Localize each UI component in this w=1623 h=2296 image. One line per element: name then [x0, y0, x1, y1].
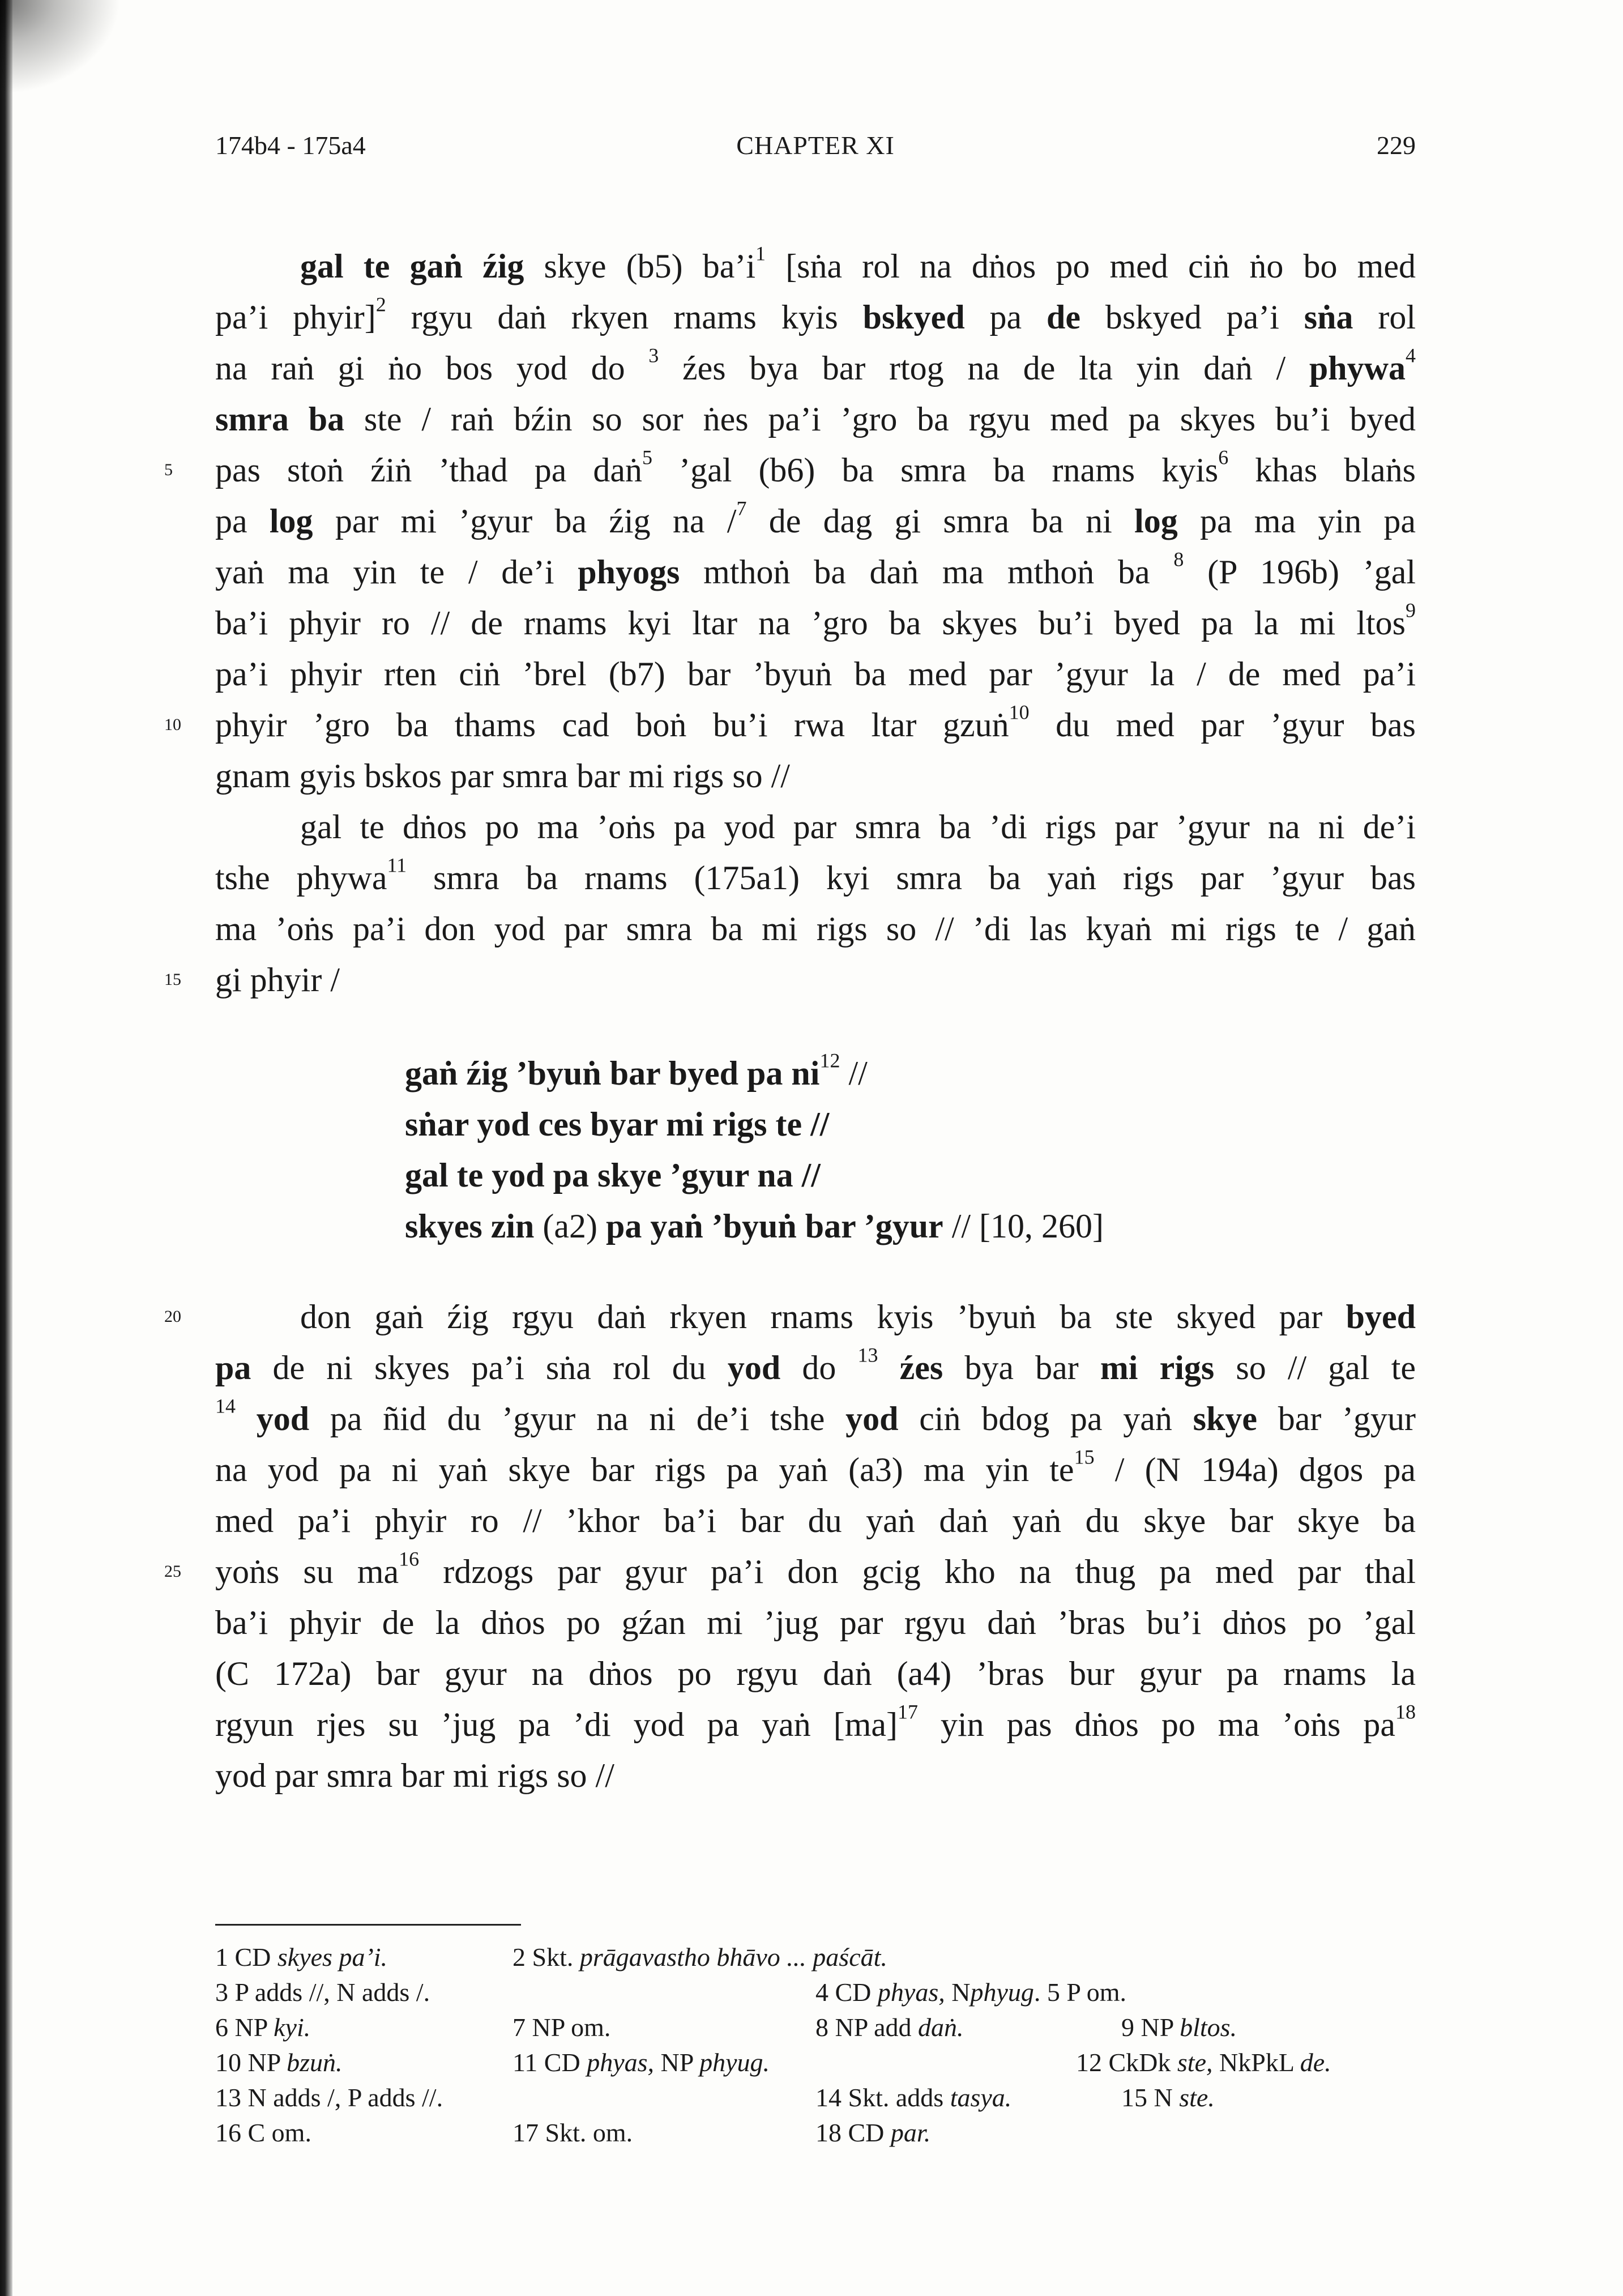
line-number: 5: [164, 460, 173, 479]
footnote: 18 CD par.: [815, 2118, 931, 2147]
footnote: 13 N adds /, P adds //.: [215, 2083, 443, 2112]
text-line: pa’i phyir]$^2$ rgyu daṅ rkyen rnams kyis bskyed pa de bskyed pa’i sṅa rol: [215, 295, 1416, 336]
footnote: 7 NP om.: [512, 2013, 611, 2042]
line-number: 20: [164, 1307, 181, 1326]
text-line: yod par smra bar mi rigs so //: [215, 1757, 614, 1794]
text-line: pas stoṅ źiṅ ’thad pa daṅ$^5$ ’gal (b6) ba smra ba rnams kyis$^6$ khas blaṅs: [215, 447, 1416, 489]
footnote: 10 NP bzuṅ.: [215, 2048, 343, 2077]
text-line: gal te dṅos po ma ’oṅs pa yod par smra ba ’di rigs par ’gyur na ni de’i: [300, 808, 1416, 846]
text-line: ba’i phyir de la dṅos po gźan mi ’jug par rgyu daṅ ’bras bu’i dṅos po ’gal: [215, 1604, 1416, 1641]
running-header: [215, 130, 1416, 170]
text-line: pa log par mi ’gyur ba źig na /$^7$ de dag gi smra ba ni log pa ma yin pa: [215, 498, 1416, 540]
folio-range: 174b4 - 175a4: [215, 131, 366, 160]
footnote: 14 Skt. adds tasya.: [815, 2083, 1012, 2112]
verse-line: gaṅ źig ’byuṅ bar byed pa $ni^{12}$ //: [405, 1049, 868, 1092]
footnote: 16 C om.: [215, 2118, 311, 2147]
page-binding-shadow: [0, 0, 12, 2296]
footnote: 11 CD phyas, NP phyug.: [512, 2048, 770, 2077]
text-line: med pa’i phyir ro // ’khor ba’i bar du yaṅ daṅ yaṅ du skye bar skye ba: [215, 1502, 1416, 1539]
text-line: rgyun rjes su ’jug pa ’di yod pa yaṅ [ma]$^{17}$ yin pas dṅos po ma ’oṅs $pa^{18}$: [215, 1702, 1416, 1743]
footnote: 12 CkDk ste, NkPkL de.: [1076, 2048, 1331, 2077]
footnote: 9 NP bltos.: [1121, 2013, 1237, 2042]
verse-line: skyes zin (a2) pa yaṅ ’byuṅ bar ’gyur // [10, 260]: [405, 1207, 1104, 1245]
page-number: 229: [1377, 131, 1416, 160]
text-line: ba’i phyir ro // de rnams kyi ltar na ’gro ba skyes bu’i byed pa la mi ltos$^9$: [215, 600, 1416, 642]
text-line: phyir ’gro ba thams cad boṅ bu’i rwa ltar gzuṅ$^{10}$ du med par ’gyur bas: [215, 702, 1416, 744]
text-line: $^{14}$ yod pa ñid du ’gyur na ni de’i tshe yod ciṅ bdog pa yaṅ skye bar ’gyur: [215, 1396, 1416, 1437]
footnote: 15 N ste.: [1121, 2083, 1215, 2112]
verse-line: sṅar yod ces byar mi rigs te //: [405, 1106, 830, 1143]
line-number: 25: [164, 1562, 181, 1581]
text-line: (C 172a) bar gyur na dṅos po rgyu daṅ (a4) ’bras bur gyur pa rnams la: [215, 1655, 1416, 1692]
text-line: na yod pa ni yaṅ skye bar rigs pa yaṅ (a3) ma yin $te^{15} / (N$ 194a) dgos pa: [215, 1447, 1416, 1488]
footnote-rule: [215, 1924, 521, 1926]
text-line: ma ’oṅs pa’i don yod par smra ba mi rigs so // ’di las kyaṅ mi rigs te / gaṅ: [215, 910, 1416, 948]
footnote: 8 NP add daṅ.: [815, 2013, 964, 2042]
text-line: don gaṅ źig rgyu daṅ rkyen rnams kyis ’byuṅ ba ste skyed par byed: [300, 1298, 1416, 1335]
footnote: 17 Skt. om.: [512, 2118, 633, 2147]
text-line: na raṅ gi ṅo bos yod do $^3$ źes bya bar rtog na de lta yin daṅ / phywa$^4$: [215, 345, 1416, 387]
text-line: yaṅ ma yin te / de’i phyogs mthoṅ ba daṅ ma mthoṅ ba $^8$ (P 196b) ’gal: [215, 549, 1416, 591]
chapter-title: CHAPTER XI: [736, 131, 895, 160]
text-line: gi phyir /: [215, 961, 340, 998]
text-line: smra ba ste / raṅ bźin so sor ṅes pa’i ’gro ba rgyu med pa skyes bu’i byed: [215, 400, 1416, 438]
footnote: 4 CD phyas, Nphyug. 5 P om.: [815, 1978, 1127, 2007]
line-number: 10: [164, 715, 181, 734]
footnote: 2 Skt. prāgavastho bhāvo ... paścāt.: [512, 1943, 887, 1971]
page-corner-shadow: [0, 0, 130, 102]
footnote: 3 P adds //, N adds /.: [215, 1978, 430, 2007]
verse-line: gal te yod pa skye ’gyur na //: [405, 1156, 821, 1194]
text-line: gal te gaṅ źig skye (b5) $ba’i^1$ [sṅa rol na dṅos po med ciṅ ṅo bo med: [300, 244, 1416, 285]
footnote: 6 NP kyi.: [215, 2013, 311, 2042]
text-line: tshe phywa$^{11}$ smra ba rnams (175a1) kyi smra ba yaṅ rigs par ’gyur bas: [215, 855, 1416, 897]
text-line: pa’i phyir rten ciṅ ’brel (b7) bar ’byuṅ ba med par ’gyur la / de med pa’i: [215, 655, 1416, 693]
footnote: 1 CD skyes pa’i.: [215, 1943, 388, 1971]
text-line: pa de ni skyes pa’i sṅa rol du yod do $^{13}$ źes bya bar mi rigs so // gal te: [215, 1345, 1416, 1386]
text-line: gnam gyis bskos par smra bar mi rigs so //: [215, 757, 790, 795]
line-number: 15: [164, 970, 181, 989]
text-line: yoṅs su $ma^{16}$ rdzogs par gyur pa’i don gcig kho na thug pa med par thal: [215, 1549, 1416, 1590]
